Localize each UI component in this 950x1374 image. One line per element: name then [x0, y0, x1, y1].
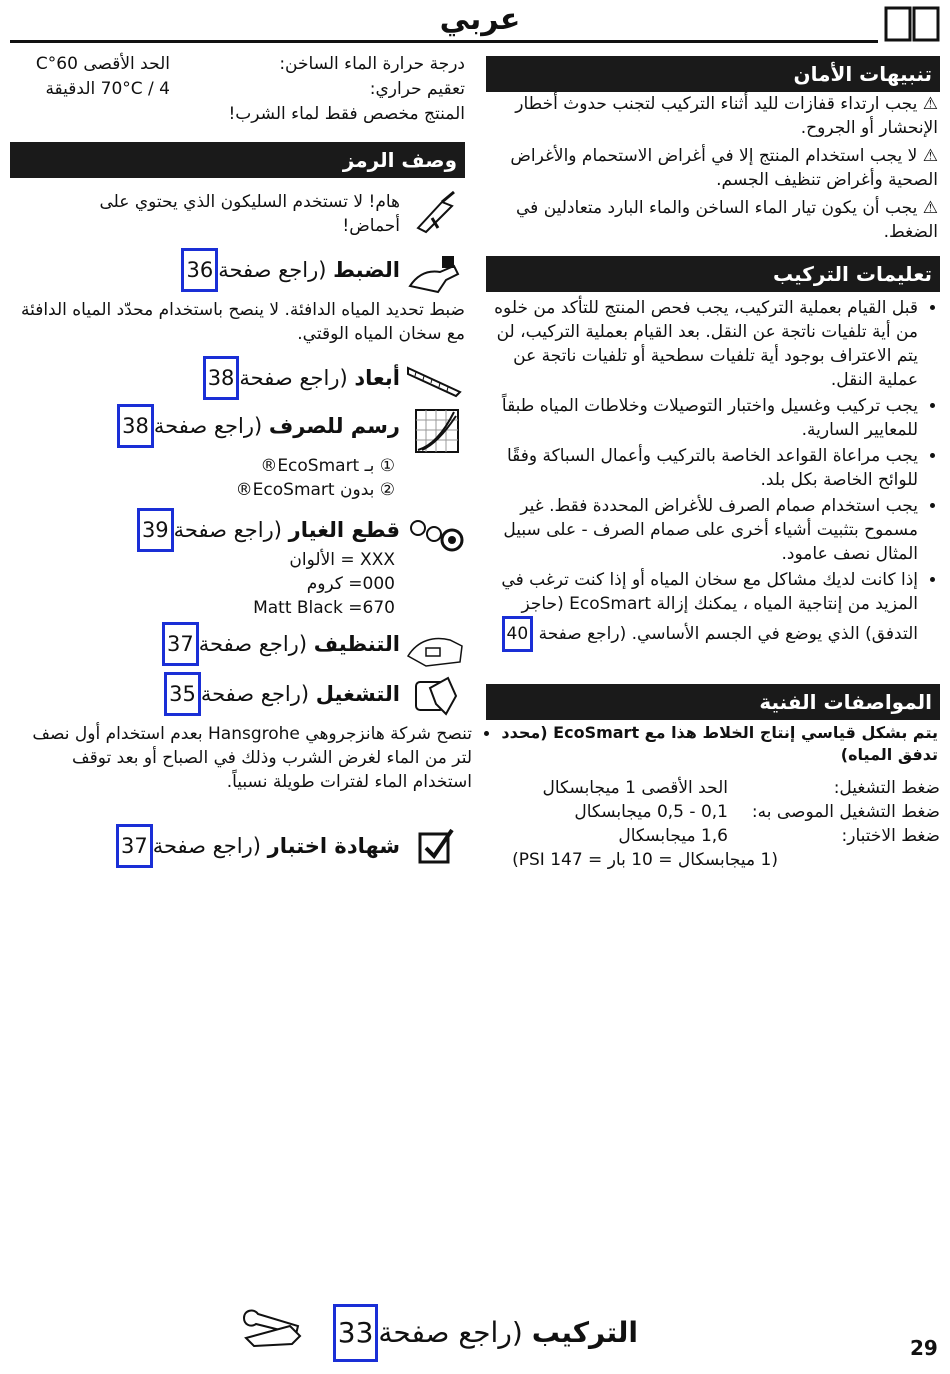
- operation-note: • تنصح شركة هانزجروهي Hansgrohe بعدم استخدام أول نصف لتر من الماء لغرض الشرب وذلك في الصباح أو بعد توقف استخدام الماء لفترات طويلة نسبياً.: [30, 722, 472, 794]
- disinfect-label: تعقيم حراري:: [369, 79, 465, 99]
- install-instruction-item: • إذا كانت لديك مشاكل مع سخان المياه أو إذا كنت ترغب في المزيد من إنتاجية المياه ، يمكنك إزالة EcoSmart (حاجز التدفق) الذي يوضع في الجسم الأساسي. (راجع صفحة 40: [492, 568, 918, 652]
- safety-warning: ⚠ يجب أن يكون تيار الماء الساخن والماء البارد متعادلين في الضغط.: [516, 198, 938, 242]
- tech-specs-header: المواصفات الفنية: [486, 684, 940, 720]
- safety-header: تنبيهات الأمان: [486, 56, 940, 92]
- page-number: 29: [910, 1336, 938, 1360]
- spares-matt-black: 670= Matt Black: [253, 598, 395, 618]
- adjust-description: ضبط تحديد المياه الدافئة. لا ينصح باستخدام محدّد المياه الدافئة مع سخان المياه الوقتي.: [20, 300, 465, 344]
- spare-parts-icon: [408, 516, 464, 560]
- ecosmart-page-ref[interactable]: 40: [502, 616, 534, 652]
- flow-title: رسم للصرف (راجع صفحة38: [117, 404, 400, 448]
- checkbox-icon: [414, 826, 454, 870]
- header-rule: [10, 40, 878, 43]
- book-icon: [884, 6, 940, 42]
- spares-title: قطع الغيار (راجع صفحة39: [137, 508, 400, 552]
- adjust-hand-icon: [408, 252, 462, 300]
- install-instructions-header: تعليمات التركيب: [486, 256, 940, 292]
- spec-label: ضغط التشغيل الموصى به:: [751, 802, 940, 822]
- install-instruction-item: • قبل القيام بعملية التركيب، يجب فحص المنتج للتأكد من خلوه من أية تلفيات ناتجة عن النقل. بعد القيام بعملية التركيب، لن يتم الاعتراف بوجود أية تلفيات سطحية أو تلفيات ناتجة عن عملية النقل.: [492, 296, 918, 392]
- spec-value: الحد الأقصى 1 ميجابسكال: [542, 778, 728, 798]
- flow-page-ref[interactable]: 38: [117, 404, 154, 448]
- drinking-note: المنتج مخصص فقط لماء الشرب!: [228, 104, 465, 124]
- install-instruction-item: • يجب استخدام صمام الصرف للأغراض المحددة فقط. غير مسموح بتثبيت أشياء أخرى على صمام الصرف - على سبيل المثال نصف عامود.: [492, 494, 918, 566]
- install-instruction-item: • يجب تركيب وغسيل واختبار التوصيلات وخلاطات المياه طبقاً للمعايير السارية.: [492, 394, 918, 442]
- silicone-note: هام! لا تستخدم السليكون الذي يحتوي على أحماض!: [99, 192, 400, 236]
- tech-specs-intro: يتم بشكل قياسي إنتاج الخلاط هذا مع EcoSmart (محدد تدفق المياه): [501, 723, 938, 764]
- dimensions-page-ref[interactable]: 38: [203, 356, 240, 400]
- dimensions-title: أبعاد (راجع صفحة38: [203, 356, 400, 400]
- adjust-page-ref[interactable]: 36: [181, 248, 218, 292]
- symbol-section-header: وصف الرمز: [10, 142, 465, 178]
- temp-value: الحد الأقصى 60°C: [35, 54, 170, 74]
- install-instruction-item: • يجب مراعاة القواعد الخاصة بالتركيب وأعمال السباكة وفقًا للوائح الخاصة بكل بلد.: [492, 444, 918, 492]
- warning-triangle-icon: ⚠: [922, 146, 938, 166]
- warning-triangle-icon: ⚠: [922, 198, 938, 218]
- operation-title: التشغيل (راجع صفحة35: [164, 672, 400, 716]
- spec-value: 0,1 - 0,5 ميجابسكال: [574, 802, 728, 822]
- test-page-ref[interactable]: 37: [116, 824, 153, 868]
- cleaning-hand-icon: [406, 626, 464, 672]
- spec-value: 1,6 ميجابسكال: [618, 826, 728, 846]
- spares-colors: XXX = الألوان: [289, 550, 395, 570]
- wrench-tools-icon: [240, 1306, 304, 1354]
- install-page-ref[interactable]: 33: [333, 1304, 379, 1362]
- operation-hand-icon: [412, 674, 462, 722]
- safety-warning: ⚠ يجب ارتداء قفازات لليد أثناء التركيب لتجنب حدوث أخطار الإنحشار أو الجروح.: [515, 94, 938, 138]
- safety-warning: ⚠ لا يجب استخدام المنتج إلا في أغراض الاستحمام والأغراض الصحية وأغراض تنظيف الجسم.: [510, 146, 938, 190]
- test-title: شهادة اختبار (راجع صفحة37: [116, 824, 400, 868]
- footer-install-title: التركيب (راجع صفحة33: [333, 1304, 638, 1362]
- spares-page-ref[interactable]: 39: [137, 508, 174, 552]
- operation-note-list: [30, 722, 494, 796]
- silicone-gun-icon: [412, 188, 460, 240]
- spares-chrome: 000= كروم: [306, 574, 395, 594]
- temp-label: درجة حرارة الماء الساخن:: [279, 54, 465, 74]
- operation-page-ref[interactable]: 35: [164, 672, 201, 716]
- install-instructions-list: [492, 296, 940, 654]
- warning-triangle-icon: ⚠: [922, 94, 938, 114]
- language-title: عربي: [439, 2, 521, 37]
- ruler-icon: [406, 362, 462, 402]
- spec-label: ضغط التشغيل:: [833, 778, 940, 798]
- adjust-title: الضبط (راجع صفحة36: [181, 248, 400, 292]
- flow-diagram-icon: [414, 408, 460, 458]
- spec-label: ضغط الاختبار:: [841, 826, 940, 846]
- cleaning-page-ref[interactable]: 37: [162, 622, 199, 666]
- disinfect-value: 70°C / 4 الدقيقة: [45, 79, 170, 99]
- spec-footnote: (1 ميجابسكال = 10 بار = 147 PSI): [512, 850, 778, 870]
- flow-option-without: ② بدون EcoSmart®: [235, 480, 395, 500]
- cleaning-title: التنظيف (راجع صفحة37: [162, 622, 400, 666]
- flow-option-with: ① بـ EcoSmart®: [260, 456, 395, 476]
